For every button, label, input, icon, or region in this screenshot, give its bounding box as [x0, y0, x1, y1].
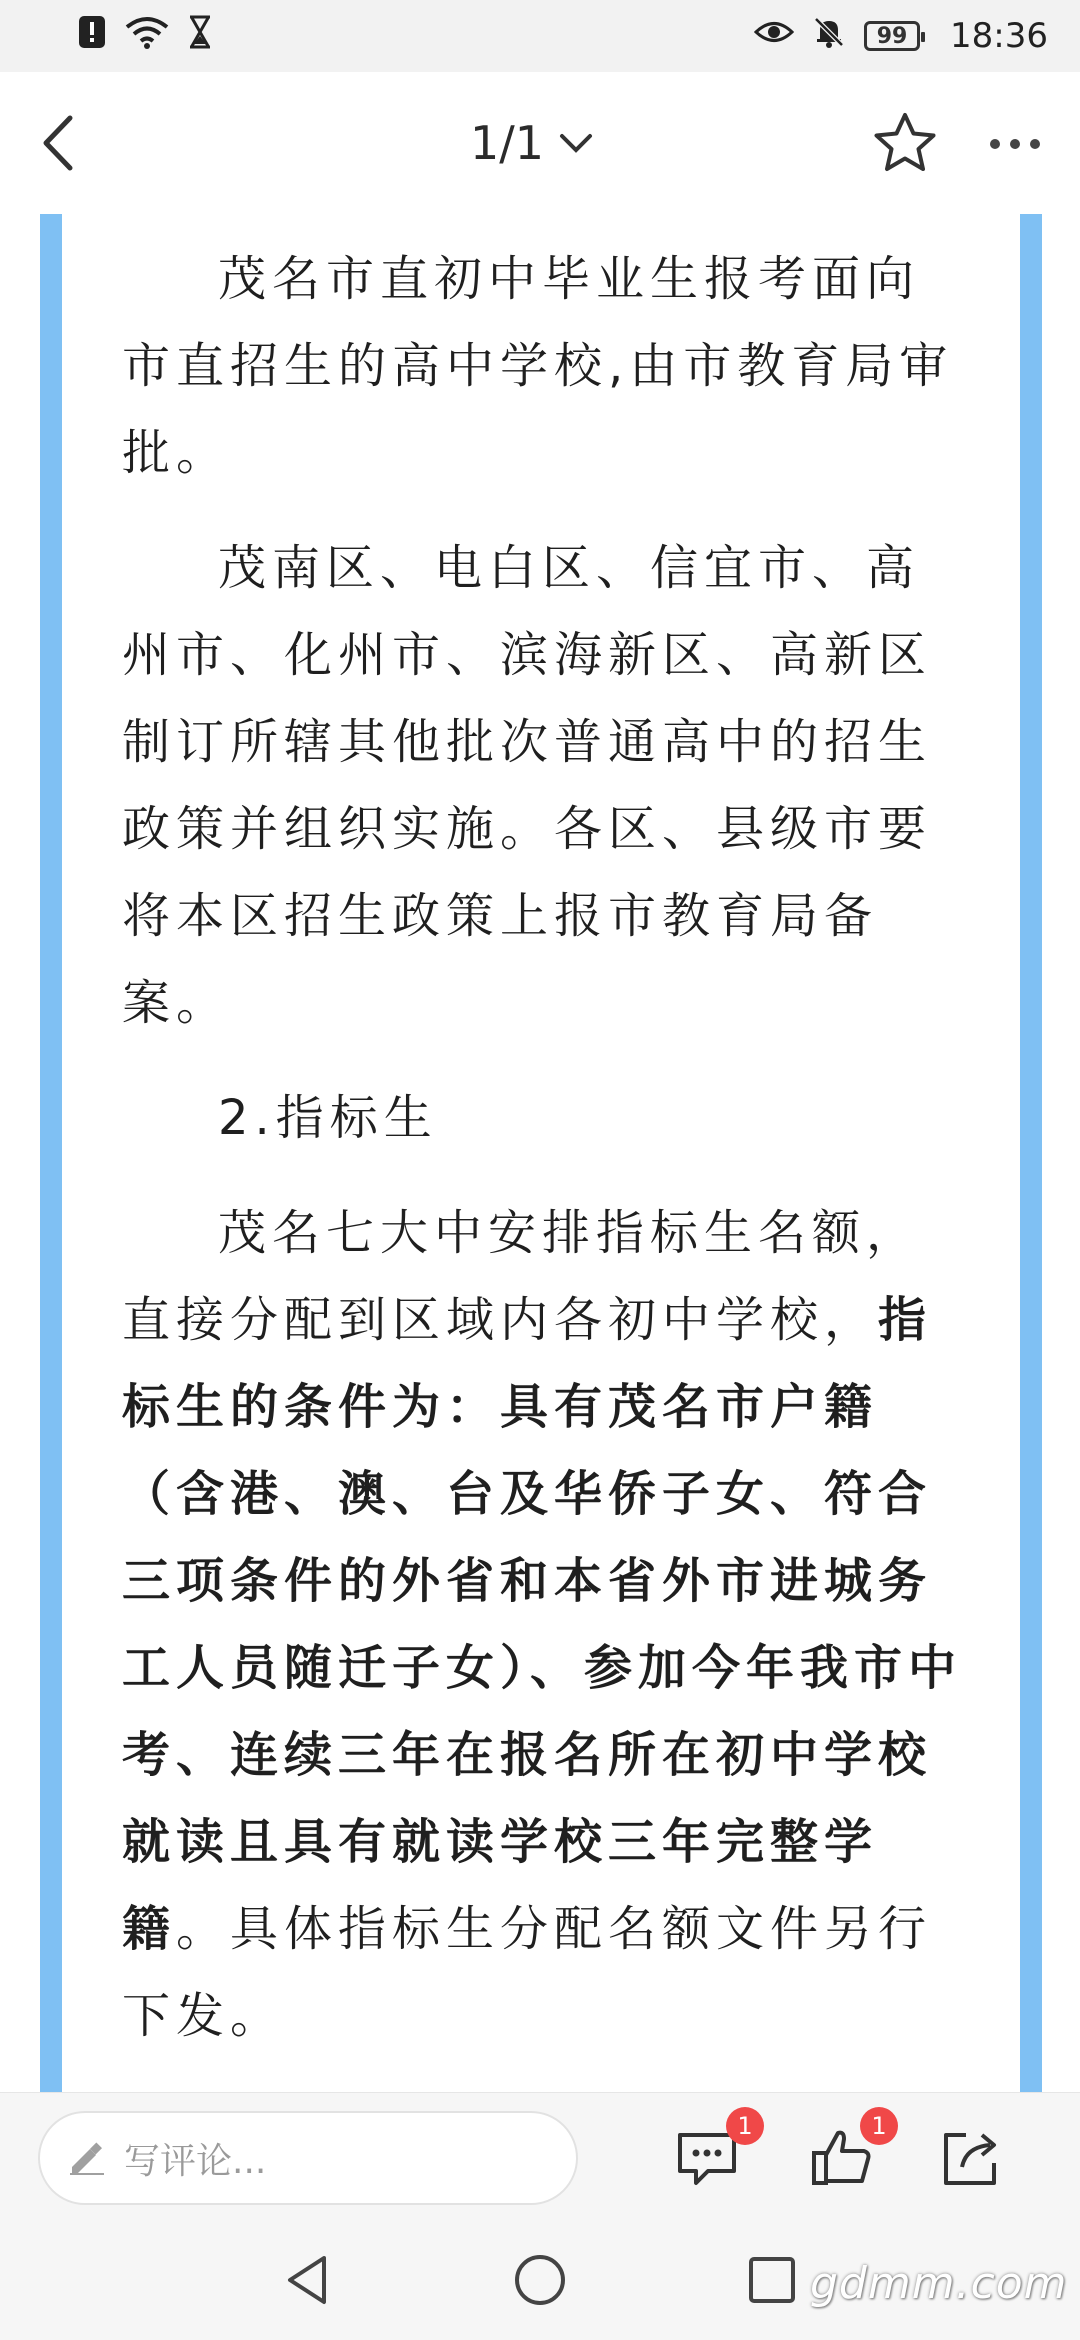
article-body [122, 214, 964, 2092]
pencil-icon [68, 2141, 106, 2175]
star-icon [868, 107, 942, 181]
back-button[interactable] [26, 108, 96, 178]
eye-icon [754, 16, 794, 56]
emphasized-text: 指标生的条件为：具有茂名市户籍（含港、澳、台及华侨子女、符合三项条件的外省和本省外市进城务工人员随迁子女）、参加今年我市中考、连续三年在报名所在初中学校就读且具有就读学校三年完整学籍 [122, 1292, 963, 1957]
system-home-button[interactable] [512, 2252, 568, 2312]
left-accent-bar [40, 214, 62, 2092]
page-indicator-text: 1/1 [470, 116, 545, 170]
right-accent-bar [1020, 214, 1042, 2092]
mute-bell-icon [812, 15, 846, 58]
article-viewport[interactable] [0, 214, 1080, 2092]
nav-recents-icon [744, 2252, 800, 2308]
share-button[interactable] [936, 2123, 1006, 2193]
system-navigation-bar [0, 2222, 1080, 2340]
clock: 18:36 [950, 16, 1048, 56]
status-bar [0, 0, 1080, 72]
more-options-button[interactable] [970, 116, 1060, 172]
status-left [0, 15, 212, 58]
comments-button[interactable] [672, 2112, 753, 2193]
section-heading: 2.指标生 [218, 1090, 438, 1146]
status-right [754, 15, 1080, 58]
like-button[interactable] [806, 2112, 887, 2193]
more-dots-icon [990, 139, 1000, 149]
favorite-button[interactable] [868, 107, 942, 181]
battery-icon [864, 21, 920, 51]
like-count-badge: 1 [860, 2107, 898, 2145]
wifi-icon [124, 15, 170, 58]
alert-icon [78, 15, 106, 58]
watermark: gdmm.com [810, 2258, 1068, 2309]
system-recents-button[interactable] [744, 2252, 800, 2312]
article-paragraph: 茂名市直初中毕业生报考面向市直招生的高中学校,由市教育局审批。 [122, 251, 954, 481]
nav-back-icon [280, 2252, 336, 2308]
top-nav-bar [0, 72, 1080, 215]
back-arrow-icon [26, 108, 96, 178]
article-paragraph [122, 1190, 964, 2060]
battery-level: 99 [876, 23, 908, 49]
paragraph-text: 。具体指标生分配名额文件另行下发。 [122, 1901, 933, 2044]
article-paragraph: 茂南区、电白区、信宜市、高州市、化州市、滨海新区、高新区制订所辖其他批次普通高中的招生政策并组织实施。各区、县级市要将本区招生政策上报市教育局备案。 [122, 540, 933, 1031]
page-selector[interactable] [470, 116, 594, 170]
system-back-button[interactable] [280, 2252, 336, 2312]
comment-toolbar [0, 2092, 1080, 2223]
comment-input[interactable] [38, 2111, 578, 2205]
share-icon [936, 2123, 1006, 2193]
chevron-down-icon [558, 131, 594, 155]
comment-placeholder: 写评论... [124, 2140, 267, 2182]
paragraph-text: 茂名七大中安排指标生名额，直接分配到区域内各初中学校， [122, 1205, 921, 1348]
nav-home-icon [512, 2252, 568, 2308]
hourglass-icon [188, 15, 212, 58]
comment-count-badge: 1 [726, 2107, 764, 2145]
